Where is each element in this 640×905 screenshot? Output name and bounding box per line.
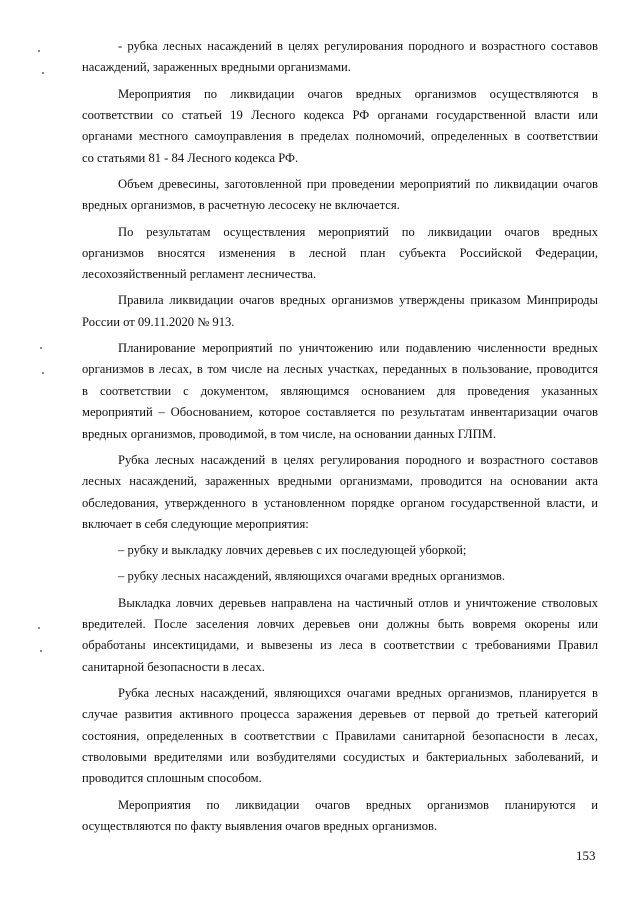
text-line: Объем древесины, заготовленной при проведении мероприятий по ликвидации очагов: [118, 176, 598, 191]
text-line: лесохозяйственный регламент лесничества.: [82, 267, 317, 282]
document-body: [82, 36, 598, 837]
paragraph: [82, 540, 598, 561]
text-line: насаждений, зараженных вредными организмами.: [82, 60, 351, 75]
page-number: 153: [576, 848, 596, 863]
text-line: санитарной безопасности в лесах.: [82, 659, 265, 674]
text-line: Рубка лесных насаждений, являющихся очагами вредных организмов, планируется в: [118, 685, 598, 700]
scan-mark: [38, 627, 40, 629]
text-line: Рубка лесных насаждений в целях регулирования породного и возрастного составов: [118, 452, 598, 467]
text-line: мероприятий – Обоснованием, которое составляется по результатам инвентаризации очагов: [82, 405, 598, 420]
text-line: Мероприятия по ликвидации очагов вредных организмов планируются и: [118, 797, 598, 812]
paragraph: [82, 593, 598, 679]
text-line: – рубку и выкладку ловчих деревьев с их последующей уборкой;: [118, 543, 467, 558]
text-line: включает в себя следующие мероприятия:: [82, 516, 309, 531]
text-line: случае развития активного процесса заражения деревьев от первой до третьей категорий: [82, 707, 598, 722]
text-line: соответствии со статьей 19 Лесного кодекса РФ органами государственной власти или: [82, 107, 598, 122]
text-line: со статьями 81 - 84 Лесного кодекса РФ.: [82, 150, 299, 165]
text-line: Мероприятия по ликвидации очагов вредных организмов осуществляются в: [118, 86, 598, 101]
text-line: вредных организмов, проводимой, в том числе, на основании данных ГЛПМ.: [82, 426, 497, 441]
text-line: Планирование мероприятий по уничтожению или подавлению численности вредных: [118, 341, 598, 356]
scan-mark: [42, 72, 44, 74]
paragraph: [82, 338, 598, 445]
paragraph: [82, 290, 598, 333]
text-line: вредителей. После заселения ловчих деревьев они должны быть вовремя окорены или: [82, 616, 598, 631]
scan-mark: [38, 50, 40, 52]
paragraph: [82, 36, 598, 79]
paragraph: [82, 84, 598, 170]
text-line: По результатам осуществления мероприятий по ликвидации очагов вредных: [118, 224, 598, 239]
text-line: лесных насаждений, зараженных вредными организмами, проводится на основании акта: [82, 474, 598, 489]
text-line: обследования, утвержденного в установленном порядке органом государственной власти, и: [82, 495, 598, 510]
text-line: проводится сплошным способом.: [82, 771, 262, 786]
paragraph: [82, 683, 598, 790]
text-line: Выкладка ловчих деревьев направлена на частичный отлов и уничтожение стволовых: [118, 595, 598, 610]
paragraph: [82, 174, 598, 217]
text-line: – рубку лесных насаждений, являющихся очагами вредных организмов.: [118, 569, 505, 584]
scan-mark: [40, 650, 42, 652]
text-line: органами местного самоуправления в пределах полномочий, определенных в соответствии: [82, 129, 598, 144]
text-line: обработаны инсектицидами, и вывезены из леса в соответствии с требованиями Правил: [82, 638, 598, 653]
text-line: состояния, определенных в соответствии с Правилами санитарной безопасности в лесах,: [82, 728, 598, 743]
paragraph: [82, 222, 598, 286]
scan-mark: [42, 372, 44, 374]
text-line: стволовыми вредителями или возбудителями сосудистых и бактериальных заболеваний, и: [82, 750, 598, 765]
text-line: - рубка лесных насаждений в целях регулирования породного и возрастного составов: [118, 39, 598, 53]
text-line: организмов вносятся изменения в лесной план субъекта Российской Федерации,: [82, 245, 598, 260]
text-line: в соответствии с документом, являющимся основанием для проведения указанных: [82, 383, 598, 398]
text-line: России от 09.11.2020 № 913.: [82, 314, 235, 329]
paragraph: [82, 566, 598, 587]
scan-mark: [40, 347, 42, 349]
text-line: организмов в лесах, в том числе на лесных участках, переданных в пользование, проводится: [82, 362, 598, 377]
paragraph: [82, 450, 598, 536]
text-line: осуществляются по факту выявления очагов вредных организмов.: [82, 819, 438, 834]
text-line: Правила ликвидации очагов вредных организмов утверждены приказом Минприроды: [118, 293, 598, 308]
paragraph: [82, 795, 598, 838]
text-line: вредных организмов, в расчетную лесосеку не включается.: [82, 198, 400, 213]
